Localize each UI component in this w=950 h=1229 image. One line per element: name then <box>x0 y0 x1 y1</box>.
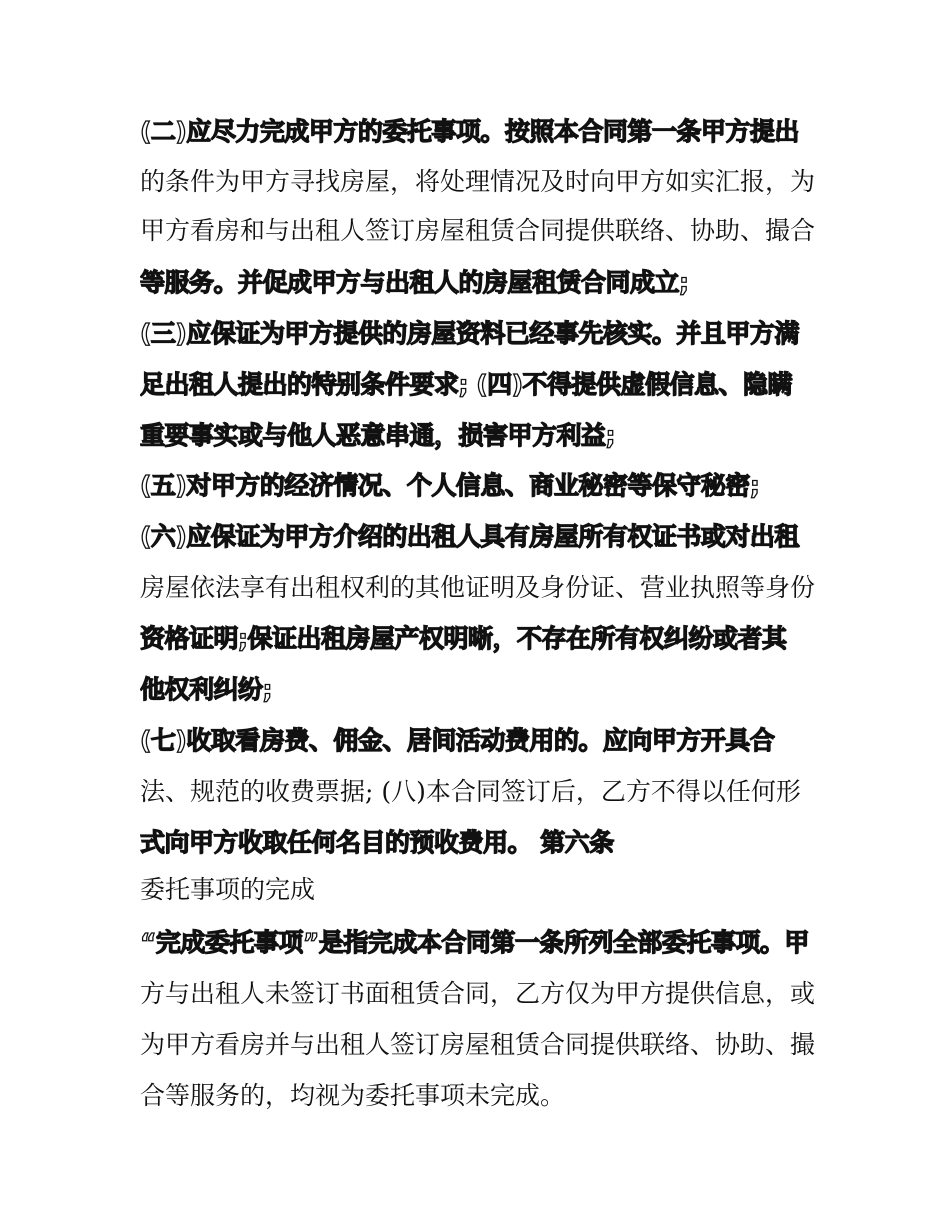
paragraph-line: 式向甲方收取任何名目的预收费用。 第六条 <box>140 828 614 857</box>
paragraph-line: “完成委托事项”是指完成本合同第一条所列全部委托事项。甲 <box>140 928 809 957</box>
paragraph-line: 等服务。并促成甲方与出租人的房屋租赁合同成立; <box>140 268 689 297</box>
paragraph-line: (五)对甲方的经济情况、个人信息、商业秘密等保守秘密; <box>140 471 760 500</box>
paragraph-line: 为甲方看房并与出租人签订房屋租赁合同提供联络、协助、撮 <box>140 1030 816 1059</box>
paragraph-line: (三)应保证为甲方提供的房屋资料已经事先核实。并且甲方满 <box>140 319 799 348</box>
paragraph-line: 的条件为甲方寻找房屋，将处理情况及时向甲方如实汇报，为 <box>140 167 816 196</box>
paragraph-line: (二)应尽力完成甲方的委托事项。按照本合同第一条甲方提出 <box>140 117 799 146</box>
paragraph-line: 房屋依法享有出租权利的其他证明及身份证、营业执照等身份 <box>140 573 816 602</box>
paragraph-line: 甲方看房和与出租人签订房屋租赁合同提供联络、协助、撮合 <box>140 216 816 245</box>
paragraph-line: 委托事项的完成 <box>140 875 316 904</box>
paragraph-line: 他权利纠纷; <box>140 675 272 704</box>
paragraph-line: 方与出租人未签订书面租赁合同，乙方仅为甲方提供信息，或 <box>140 979 816 1008</box>
paragraph-line: (六)应保证为甲方介绍的出租人具有房屋所有权证书或对出租 <box>140 522 799 551</box>
paragraph-line: 足出租人提出的特别条件要求; (四)不得提供虚假信息、隐瞒 <box>140 370 793 399</box>
paragraph-line: (七)收取看房费、佣金、居间活动费用的。应向甲方开具合 <box>140 726 775 755</box>
paragraph-line: 法、规范的收费票据; (八)本合同签订后，乙方不得以任何形 <box>140 777 801 806</box>
paragraph-line: 资格证明;保证出租房屋产权明晰，不存在所有权纠纷或者其 <box>140 624 787 653</box>
paragraph-line: 重要事实或与他人恶意串通，损害甲方利益; <box>140 421 615 450</box>
paragraph-line: 合等服务的，均视为委托事项未完成。 <box>140 1081 566 1110</box>
